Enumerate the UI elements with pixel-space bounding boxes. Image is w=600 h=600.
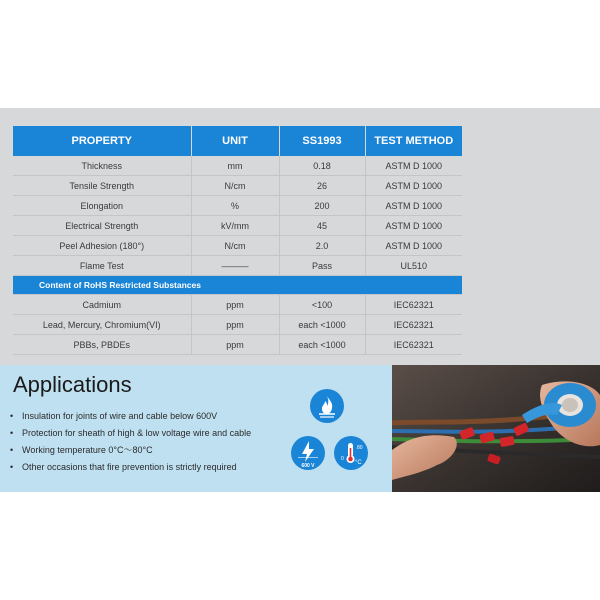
cell-value: 26 — [279, 176, 365, 196]
cell-value: 0.18 — [279, 156, 365, 176]
table-row — [13, 256, 462, 276]
applications-title: Applications — [13, 372, 132, 397]
cell-unit: ppm — [191, 295, 279, 315]
cell-unit: % — [191, 196, 279, 216]
cell-method: ASTM D 1000 — [365, 216, 462, 236]
cell-property: Tensile Strength — [13, 176, 191, 196]
list-item-text: Protection for sheath of high & low voltage wire and cable — [22, 428, 252, 438]
cell-value: each <1000 — [279, 335, 365, 355]
voltage-icon — [290, 435, 326, 471]
cell-method: ASTM D 1000 — [365, 236, 462, 256]
cell-unit: N/cm — [191, 176, 279, 196]
cell-unit: ——— — [191, 256, 279, 276]
list-item-text: Other occasions that fire prevention is strictly required — [22, 462, 237, 472]
applications-list — [10, 408, 251, 476]
list-item — [10, 425, 251, 442]
temp-high-label: 80 — [357, 445, 363, 451]
table-row — [13, 335, 462, 355]
cell-value: Pass — [279, 256, 365, 276]
temperature-icon — [333, 435, 369, 471]
cell-method: IEC62321 — [365, 295, 462, 315]
cell-method: IEC62321 — [365, 315, 462, 335]
header-unit: UNIT — [191, 126, 279, 156]
temp-low-label: 0 — [341, 456, 344, 462]
voltage-label: 600 V — [301, 463, 315, 469]
cell-method: IEC62321 — [365, 335, 462, 355]
cell-value: 200 — [279, 196, 365, 216]
applications-panel — [0, 365, 392, 492]
cell-method: ASTM D 1000 — [365, 176, 462, 196]
bullet-icon: • — [10, 411, 14, 421]
header-ss1993: SS1993 — [279, 126, 365, 156]
cell-unit: ppm — [191, 335, 279, 355]
cell-method: ASTM D 1000 — [365, 196, 462, 216]
specification-table — [13, 126, 462, 355]
table-row — [13, 176, 462, 196]
list-item-text: Insulation for joints of wire and cable below 600V — [22, 411, 218, 421]
table-row — [13, 216, 462, 236]
product-photo — [392, 365, 600, 492]
bullet-icon: • — [10, 428, 14, 438]
cell-value: <100 — [279, 295, 365, 315]
list-item — [10, 442, 251, 459]
cell-property: Elongation — [13, 196, 191, 216]
bullet-icon: • — [10, 445, 14, 455]
cell-method: UL510 — [365, 256, 462, 276]
table-row — [13, 196, 462, 216]
table-row — [13, 315, 462, 335]
table-header-row — [13, 126, 462, 156]
cell-value: 45 — [279, 216, 365, 236]
cell-property: Thickness — [13, 156, 191, 176]
temp-unit-label: °C — [355, 460, 362, 466]
cell-property: Electrical Strength — [13, 216, 191, 236]
cell-substance: Lead, Mercury, Chromium(VI) — [13, 315, 191, 335]
list-item — [10, 408, 251, 425]
header-property: PROPERTY — [13, 126, 191, 156]
rohs-section-title: Content of RoHS Restricted Substances — [13, 276, 462, 295]
cell-value: 2.0 — [279, 236, 365, 256]
cell-unit: kV/mm — [191, 216, 279, 236]
bullet-icon: • — [10, 462, 14, 472]
cell-value: each <1000 — [279, 315, 365, 335]
list-item-text: Working temperature 0°C～80°C — [22, 445, 153, 455]
table-row — [13, 236, 462, 256]
flame-retardant-icon — [309, 388, 345, 424]
cell-substance: Cadmium — [13, 295, 191, 315]
cell-unit: mm — [191, 156, 279, 176]
cell-method: ASTM D 1000 — [365, 156, 462, 176]
header-test-method: TEST METHOD — [365, 126, 462, 156]
cell-unit: ppm — [191, 315, 279, 335]
table-row — [13, 295, 462, 315]
cell-substance: PBBs, PBDEs — [13, 335, 191, 355]
table-row — [13, 156, 462, 176]
list-item — [10, 459, 251, 476]
cell-unit: N/cm — [191, 236, 279, 256]
cell-property: Peel Adhesion (180°) — [13, 236, 191, 256]
cell-property: Flame Test — [13, 256, 191, 276]
rohs-section-row — [13, 276, 462, 295]
